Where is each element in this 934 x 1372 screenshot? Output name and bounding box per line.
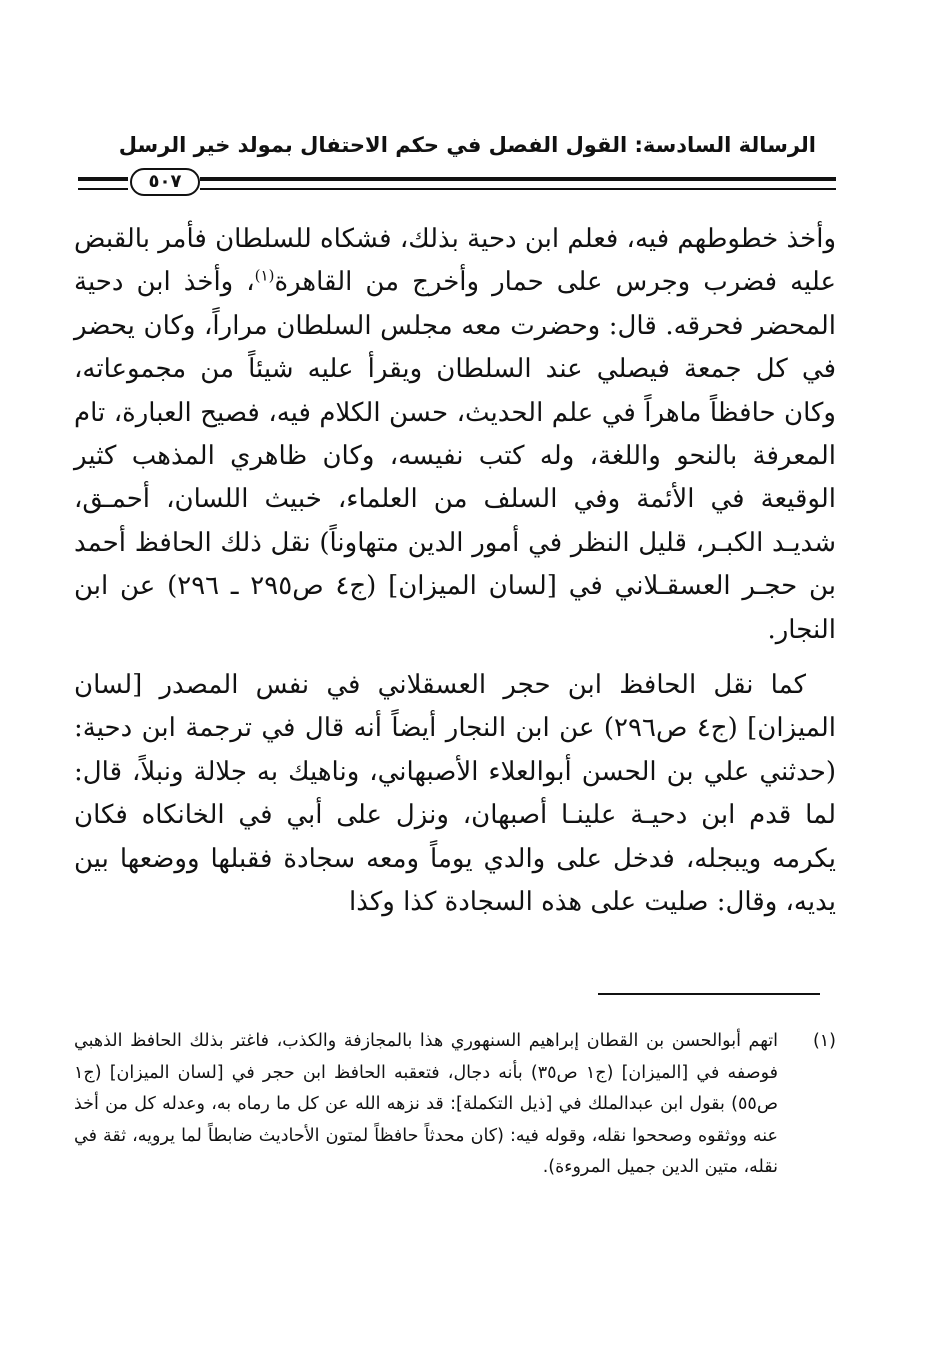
paragraph-1-continuation: ، وأخذ ابن دحية المحضر فحرقه. قال: وحضرت معه مجلس السلطان مراراً، وكان يحضر في كل جمعة فيصلي عند السلطان ويقرأ عليه شيئاً من مجموعاته، وكان حافظاً ماهراً في علم الحديث، حسن الكلام فيه، فصيح العبارة، تام المعرفة بالنحو واللغة، وله كتب نفيسه، وكان ظاهري المذهب كثير الوقيعة في الأئمة وفي السلف من العلماء، خبيث اللسان، أحمـق، شديـد الكبـر، قليل النظر في أمور الدين متهاوناً) نقل ذلك الحافظ أحمد بن حجـر العسقـلاني في [لسان الميزان] (ج٤ ص٢٩٥ ـ ٢٩٦) عن ابن النجار. (74, 267, 837, 645)
page-number: ٥٠٧ (130, 168, 200, 196)
header-rule-right (200, 177, 836, 190)
running-header: الرسالة السادسة: القول الفصل في حكم الاحتفال بمولد خير الرسل (118, 133, 816, 157)
header-rule (78, 168, 836, 196)
footnote-marker: (١) (812, 1031, 836, 1051)
footnote-separator (598, 993, 820, 995)
paragraph-2: كما نقل الحافظ ابن حجر العسقلاني في نفس المصدر [لسان الميزان] (ج٤ ص٢٩٦) عن ابن النجار أيضاً أنه قال في ترجمة ابن دحية: (حدثني علي بن الحسن أبوالعلاء الأصبهاني، وناهيك به جلالة ونبلاً، قال: لما قدم ابن دحيـة علينـا أصبهان، ونزل على أبي في الخانكاه فكان يكرمه ويبجله، فدخل على والدي يوماً ومعه سجادة فقبلها ووضعها بين يديه، وقال: صليت على هذه السجادة كذا وكذا (74, 670, 836, 918)
paragraph-1-start: وأخذ خطوطهم فيه، فعلم ابن دحية بذلك، فشكاه للسلطان فأمر بالقبض عليه فضرب وجرس على حمار وأخرج من القاهرة (74, 224, 836, 298)
footnote (74, 1026, 836, 1184)
footnote-reference: (١) (254, 266, 275, 285)
header-rule-left (78, 177, 128, 190)
paragraph-1 (74, 218, 836, 652)
main-text (74, 218, 836, 925)
footnote-text: اتهم أبوالحسن بن القطان إبراهيم السنهوري هذا بالمجازفة والكذب، فاغتر بذلك الحافظ الذهبي فوصفه في [الميزان] (ج١ ص٣٥) بأنه دجال، فتعقبه الحافظ ابن حجر في [لسان الميزان] (ج١ ص٥٥) بقول ابن عبدالملك في [ذيل التكملة]: قد نزهه الله عن كل ما رماه به، وعدله كل من أخذ عنه ووثقوه وصححوا نقله، وقوله فيه: (كان محدثاً حافظاً لمتون الأحاديث ضابطاً لما يرويه، ثقة في نقله، متين الدين جميل المروءة). (74, 1031, 778, 1177)
